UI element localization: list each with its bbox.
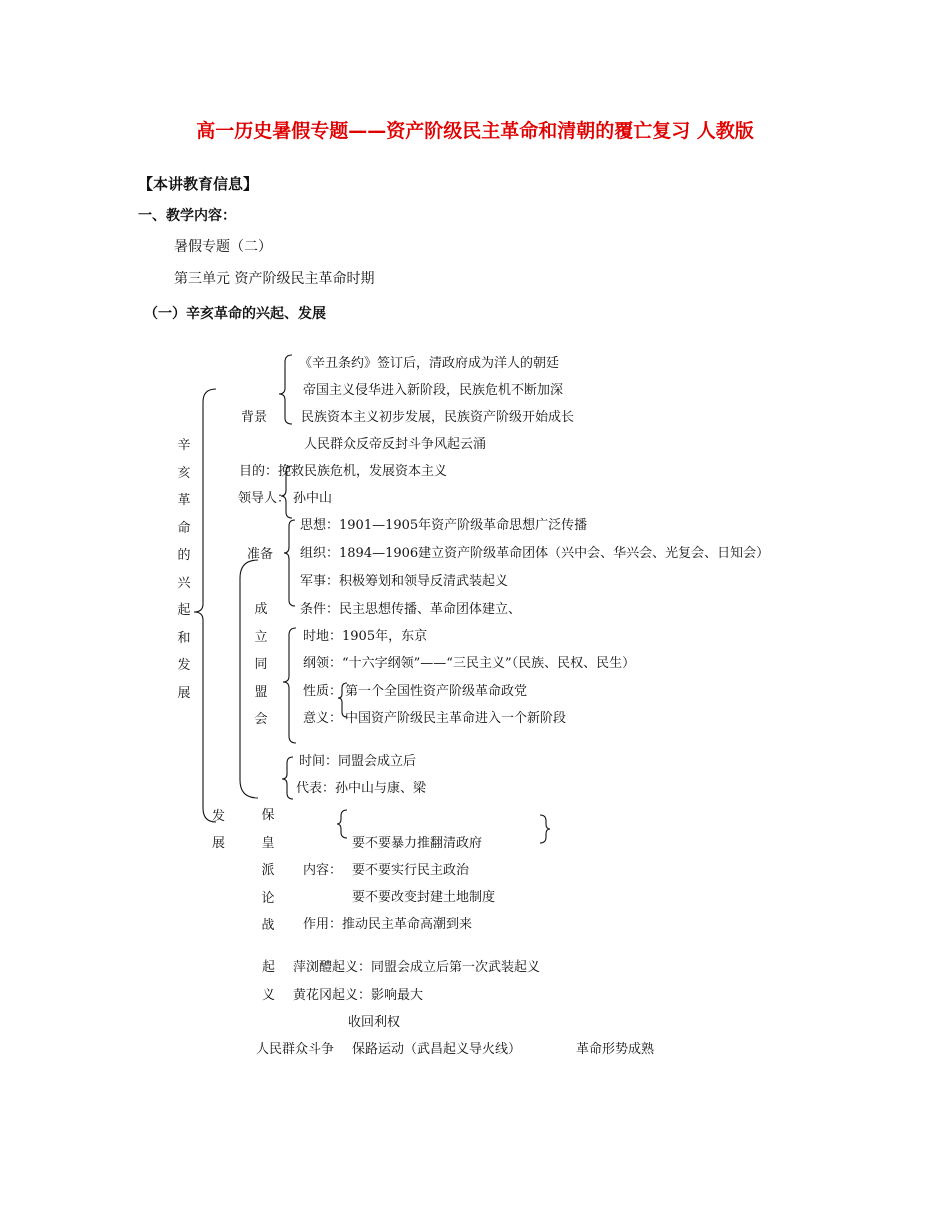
root-char: 革 bbox=[177, 493, 191, 508]
league-nature: 第一个全国性资产阶级革命政党 bbox=[345, 684, 528, 699]
develop-char: 发 bbox=[212, 809, 226, 824]
uprising-item: 黄花冈起义：影响最大 bbox=[293, 988, 424, 1003]
leader-name: 孙中山 bbox=[293, 491, 333, 506]
league-char: 成 bbox=[254, 602, 268, 617]
debate-effect: 作用：推动民主革命高潮到来 bbox=[303, 917, 473, 932]
page-title: 高一历史暑假专题——资产阶级民主革命和清朝的覆亡复习 人教版 bbox=[196, 120, 754, 142]
debate-time: 时间：同盟会成立后 bbox=[299, 754, 417, 769]
teaching-line-1: 暑假专题（二） bbox=[174, 239, 272, 255]
league-time: 时地：1905年，东京 bbox=[303, 629, 428, 644]
struggle-middle: 保路运动（武昌起义导火线） bbox=[352, 1042, 522, 1057]
debate-char: 战 bbox=[261, 918, 275, 933]
teaching-heading: 一、教学内容： bbox=[138, 208, 236, 224]
struggle-result: 革命形势成熟 bbox=[576, 1042, 655, 1057]
purpose-text: 目的：挽救民族危机，发展资本主义 bbox=[239, 464, 448, 479]
subsection-heading: （一）辛亥革命的兴起、发展 bbox=[144, 306, 326, 322]
background-item: 帝国主义侵华进入新阶段，民族危机不断加深 bbox=[303, 383, 564, 398]
root-char: 发 bbox=[177, 658, 191, 673]
background-label: 背景 bbox=[241, 410, 268, 425]
content-left-brace bbox=[337, 810, 347, 838]
prep-item: 思想：1901—1905年资产阶级革命思想广泛传播 bbox=[300, 518, 588, 533]
nature-brace bbox=[338, 683, 347, 717]
prep-item: 军事：积极筹划和领导反清武装起义 bbox=[300, 574, 509, 589]
root-char: 的 bbox=[177, 548, 191, 563]
background-brace bbox=[279, 355, 292, 424]
leader-brace bbox=[281, 466, 292, 518]
background-item: 人民群众反帝反封斗争风起云涌 bbox=[304, 437, 487, 452]
debate-content-item: 要不要实行民主政治 bbox=[352, 863, 470, 878]
debate-content-item: 要不要改变封建土地制度 bbox=[352, 890, 496, 905]
uprising-item: 萍浏醴起义：同盟会成立后第一次武装起义 bbox=[293, 960, 541, 975]
debate-content-item: 要不要暴力推翻清政府 bbox=[352, 836, 483, 851]
root-char: 辛 bbox=[177, 438, 191, 453]
uprising-char: 义 bbox=[262, 988, 276, 1003]
league-program: 纲领：“十六字纲领”——“三民主义”（民族、民权、民生） bbox=[303, 656, 636, 671]
leader-label: 领导人： bbox=[238, 491, 291, 506]
root-char: 起 bbox=[177, 603, 191, 618]
debate-char: 皇 bbox=[261, 835, 275, 851]
root-brace bbox=[194, 389, 216, 822]
league-char: 同 bbox=[254, 657, 268, 672]
root-char: 兴 bbox=[177, 575, 191, 591]
background-item: 《辛丑条约》签订后，清政府成为洋人的朝廷 bbox=[299, 356, 560, 371]
prep-item: 组织：1894—1906建立资产阶级革命团体（兴中会、华兴会、光复会、日知会） bbox=[300, 546, 770, 561]
develop-brace bbox=[240, 560, 258, 798]
debate-char: 论 bbox=[261, 890, 275, 906]
root-char: 和 bbox=[177, 630, 191, 646]
content-right-brace bbox=[540, 815, 550, 843]
debate-rep: 代表：孙中山与康、梁 bbox=[296, 781, 427, 796]
league-char: 会 bbox=[254, 712, 268, 727]
league-brace bbox=[283, 628, 296, 743]
struggle-top: 收回利权 bbox=[348, 1015, 401, 1030]
prep-item: 条件：民主思想传播、革命团体建立、 bbox=[300, 602, 522, 617]
root-char: 展 bbox=[177, 685, 191, 701]
debate-char: 保 bbox=[261, 808, 275, 823]
debate-char: 派 bbox=[261, 863, 275, 878]
debate-brace bbox=[282, 757, 293, 799]
league-meaning-label: 意义： bbox=[303, 711, 343, 726]
root-char: 命 bbox=[177, 520, 191, 536]
section-header: 【本讲教育信息】 bbox=[138, 175, 259, 193]
debate-content-label: 内容： bbox=[303, 863, 343, 878]
uprising-char: 起 bbox=[262, 960, 276, 975]
teaching-line-2: 第三单元 资产阶级民主革命时期 bbox=[174, 271, 375, 287]
root-char: 亥 bbox=[177, 465, 191, 481]
prep-label: 准备 bbox=[247, 547, 274, 562]
league-meaning: 中国资产阶级民主革命进入一个新阶段 bbox=[345, 711, 567, 726]
background-item: 民族资本主义初步发展，民族资产阶级开始成长 bbox=[301, 410, 575, 425]
prep-brace bbox=[284, 520, 295, 606]
develop-char: 展 bbox=[212, 836, 226, 851]
struggle-label: 人民群众斗争 bbox=[256, 1042, 335, 1057]
league-char: 立 bbox=[254, 629, 268, 645]
league-char: 盟 bbox=[254, 684, 268, 700]
league-nature-label: 性质： bbox=[303, 684, 343, 699]
